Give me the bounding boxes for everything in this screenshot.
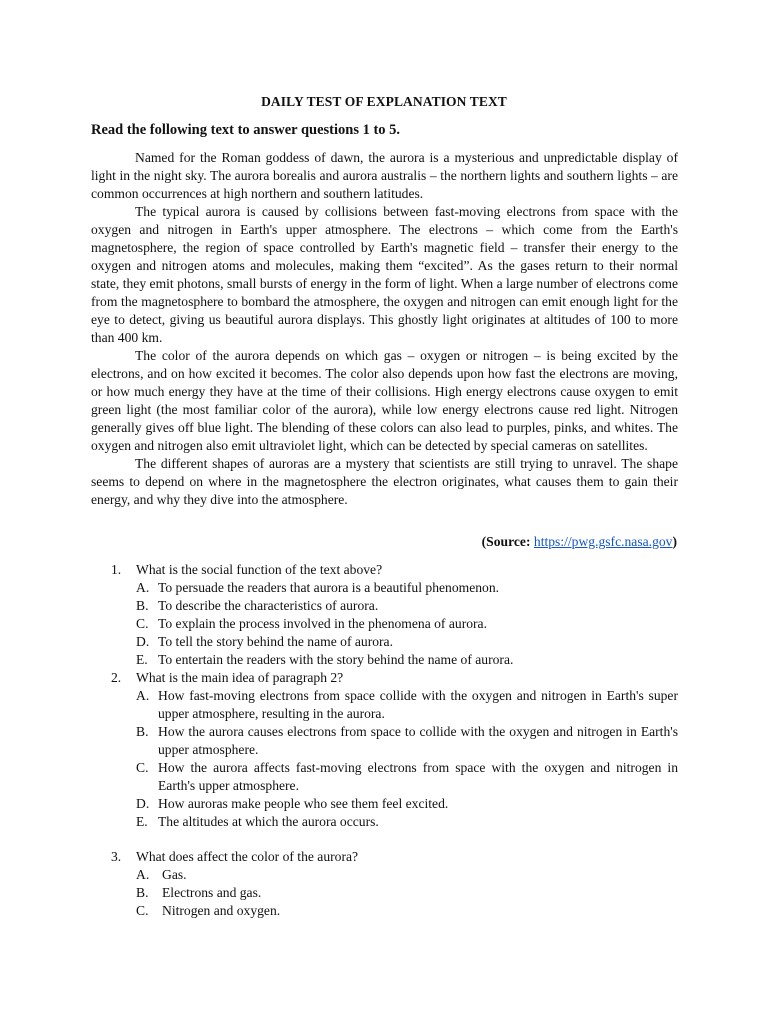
instruction-text: Read the following text to answer questions 1 to 5. — [91, 122, 401, 138]
paragraph-2: The typical aurora is caused by collisions between fast-moving electrons from space with the oxygen and nitrogen in Earth's upper atmosphere. The electrons – which come from the Earth's magnetosphere, the region of space controlled by Earth's magnetic field – transfer their energy to the oxygen and nitrogen atoms and molecules, making them “excited”. As the gases return to their normal state, they emit photons, small bursts of energy in the form of light. When a large number of electrons come from the magnetosphere to bombard the atmosphere, the oxygen and nitrogen can emit enough light for the eye to detect, giving us beautiful aurora displays. This ghostly light originates at altitudes of 100 to more than 400 km. — [91, 204, 678, 345]
option-letter: C. — [136, 760, 149, 775]
question-number: 1. — [111, 562, 122, 577]
option-text: How the aurora affects fast-moving electrons from space with the oxygen and nitrogen in Earth's upper atmosphere. — [158, 760, 678, 793]
option-letter: A. — [136, 688, 150, 703]
source-suffix: ) — [672, 534, 677, 549]
option-letter: A. — [136, 580, 150, 595]
source-link[interactable]: https://pwg.gsfc.nasa.gov — [533, 534, 673, 549]
question-number: 3. — [111, 849, 122, 864]
option-e — [111, 651, 678, 669]
paragraph-3: The color of the aurora depends on which gas – oxygen or nitrogen – is being excited by the electrons, and on how excited it becomes. The color also depends upon how fast the electrons are moving, or how much energy they have at the time of their collisions. High energy electrons cause oxygen to emit green light (the most familiar color of the aurora), while low energy electrons cause red light. Nitrogen generally gives off blue light. The blending of these colors can also lead to purples, pinks, and whites. The oxygen and nitrogen also emit ultraviolet light, which can be detected by special cameras on satellites. — [91, 348, 678, 453]
option-letter: E. — [136, 814, 148, 829]
option-letter: C. — [136, 903, 149, 918]
page-title: DAILY TEST OF EXPLANATION TEXT — [261, 94, 507, 109]
option-text: Electrons and gas. — [162, 885, 262, 900]
option-b — [111, 597, 678, 615]
option-letter: B. — [136, 885, 149, 900]
reading-passage — [91, 149, 678, 509]
question-text: What is the social function of the text above? — [136, 562, 383, 577]
option-b — [111, 884, 678, 902]
option-letter: C. — [136, 616, 149, 631]
source-citation — [482, 534, 677, 550]
option-d — [111, 633, 678, 651]
option-letter: E. — [136, 652, 148, 667]
question-text: What does affect the color of the aurora? — [136, 849, 359, 864]
paragraph-1: Named for the Roman goddess of dawn, the aurora is a mysterious and unpredictable display of light in the night sky. The aurora borealis and aurora australis – the northern lights and southern lights – are common occurrences at high northern and southern latitudes. — [91, 150, 678, 201]
option-text: To persuade the readers that aurora is a beautiful phenomenon. — [158, 580, 500, 595]
question-1 — [111, 561, 678, 669]
option-a — [111, 687, 678, 723]
option-c — [111, 759, 678, 795]
option-c — [111, 615, 678, 633]
source-prefix: (Source: — [481, 534, 534, 549]
option-letter: D. — [136, 634, 150, 649]
option-letter: A. — [136, 867, 150, 882]
option-text: To describe the characteristics of aurora. — [158, 598, 379, 613]
option-text: How auroras make people who see them feel excited. — [158, 796, 449, 811]
option-c — [111, 902, 678, 920]
option-text: How the aurora causes electrons from space to collide with the oxygen and nitrogen in Earth's upper atmosphere. — [158, 724, 678, 757]
option-b — [111, 723, 678, 759]
option-text: How fast-moving electrons from space collide with the oxygen and nitrogen in Earth's super upper atmosphere, resulting in the aurora. — [158, 688, 678, 721]
option-text: To tell the story behind the name of aurora. — [158, 634, 393, 649]
paragraph-4: The different shapes of auroras are a mystery that scientists are still trying to unravel. The shape seems to depend on where in the magnetosphere the electron originates, what causes them to gain their energy, and why they dive into the atmosphere. — [91, 456, 678, 507]
option-text: To explain the process involved in the phenomena of aurora. — [158, 616, 487, 631]
option-d — [111, 795, 678, 813]
option-letter: B. — [136, 724, 149, 739]
option-text: To entertain the readers with the story behind the name of aurora. — [158, 652, 514, 667]
question-3 — [111, 848, 678, 920]
option-letter: D. — [136, 796, 150, 811]
option-text: Gas. — [162, 867, 187, 882]
option-a — [111, 579, 678, 597]
option-text: Nitrogen and oxygen. — [162, 903, 281, 918]
option-letter: B. — [136, 598, 149, 613]
question-2 — [111, 669, 678, 831]
option-e — [111, 813, 678, 831]
question-text: What is the main idea of paragraph 2? — [136, 670, 344, 685]
option-a — [111, 866, 678, 884]
question-number: 2. — [111, 670, 122, 685]
option-text: The altitudes at which the aurora occurs. — [158, 814, 379, 829]
